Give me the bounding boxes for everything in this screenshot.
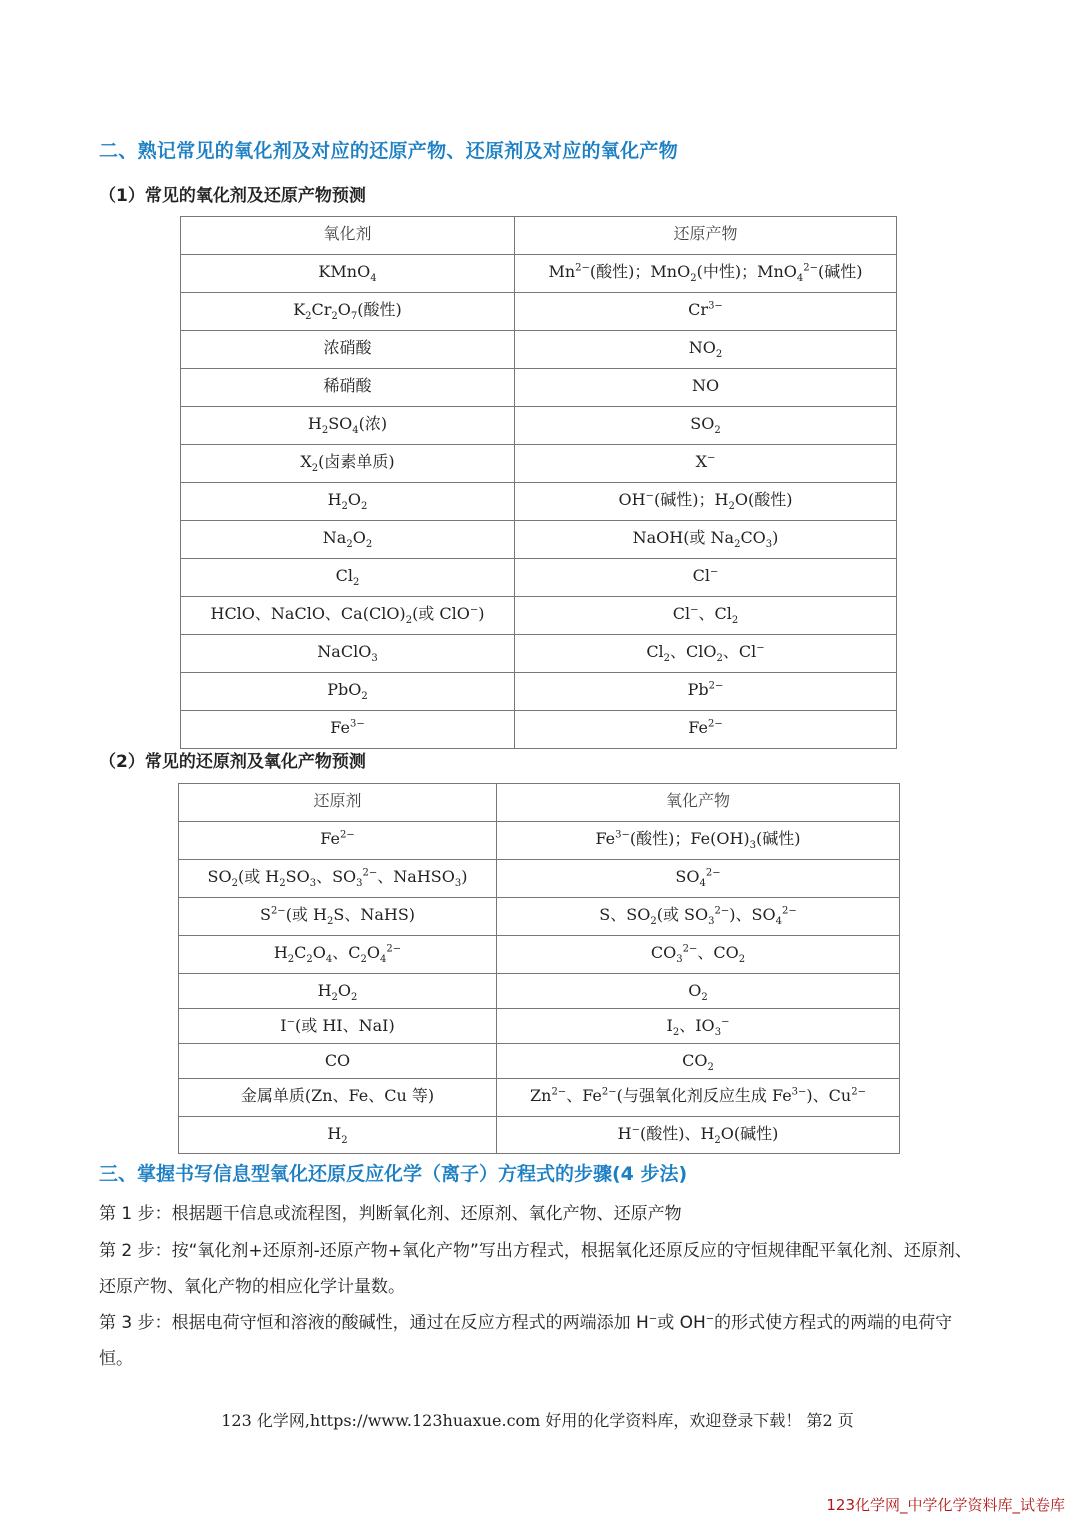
subsection-title-2: （2）常见的还原剂及氧化产物预测 [99, 752, 366, 772]
reductant-row [179, 1117, 900, 1154]
oxidant-header-cell-right: 还原产物 [515, 217, 897, 255]
reductant-cell-left: $Fe^{2-}$ [179, 822, 497, 860]
oxidant-cell-left: $Fe^{3-}$ [181, 711, 515, 749]
oxidant-header-cell-left: 氧化剂 [181, 217, 515, 255]
reductant-cell-left: CO [179, 1044, 497, 1079]
oxidant-cell-right: Cl− [515, 559, 897, 597]
step-1: 第 1 步：根据题干信息或流程图，判断氧化剂、还原剂、氧化产物、还原产物 [99, 1204, 682, 1224]
oxidant-cell-right: $Pb^{2-}$ [515, 673, 897, 711]
reductant-row [179, 822, 900, 860]
oxidant-cell-left: 稀硝酸 [181, 369, 515, 407]
reductant-cell-right: $I_2$、$IO_3^-$ [497, 1009, 900, 1044]
oxidant-cell-left: PbO$_2$ [181, 673, 515, 711]
reductant-header-cell-right: 氧化产物 [497, 784, 900, 822]
oxidant-cell-right: Cl−、$Cl_2$ [515, 597, 897, 635]
oxidant-cell-right: $SO_2$ [515, 407, 897, 445]
section-title-2: 二、熟记常见的氧化剂及对应的还原产物、还原剂及对应的氧化产物 [99, 140, 679, 162]
reductant-cell-left: $H_2O_2$ [179, 974, 497, 1009]
reductant-row [179, 1079, 900, 1117]
oxidant-cell-right: NO [515, 369, 897, 407]
section-title-3: 三、掌握书写信息型氧化还原反应化学（离子）方程式的步骤(4 步法) [99, 1163, 688, 1185]
oxidant-row [181, 711, 897, 749]
oxidant-cell-left: $Cl_2$ [181, 559, 515, 597]
site-watermark: 123化学网_中学化学资料库_试卷库 [826, 1496, 1065, 1514]
oxidant-row [181, 445, 897, 483]
oxidant-cell-right: $Cl_2$、ClO$_2$、Cl− [515, 635, 897, 673]
reductant-cell-right: H−(酸性)、$H_2O$(碱性) [497, 1117, 900, 1154]
reductant-row [179, 974, 900, 1009]
step-2: 第 2 步：按“氧化剂+还原剂-还原产物+氧化产物”写出方程式，根据氧化还原反应的守恒规律配平氧化剂、还原剂、还原产物、氧化产物的相应化学计量数。 [99, 1241, 972, 1297]
reductant-row [179, 898, 900, 936]
reductant-header-row [179, 784, 900, 822]
oxidant-row [181, 559, 897, 597]
reductant-cell-left: 金属单质(Zn、Fe、Cu 等) [179, 1079, 497, 1117]
reductant-cell-right: $Fe^{3-}$(酸性)；$Fe(OH)_3$(碱性) [497, 822, 900, 860]
reductant-cell-right: $CO_3^{2-}$、$CO_2$ [497, 936, 900, 974]
oxidant-cell-left: $X_2$(卤素单质) [181, 445, 515, 483]
reductant-cell-right: S、$SO_2$(或 $SO_3^{2-}$)、$SO_4^{2-}$ [497, 898, 900, 936]
oxidant-cell-left: 浓硝酸 [181, 331, 515, 369]
oxidant-row [181, 635, 897, 673]
oxidant-row [181, 521, 897, 559]
oxidant-cell-right: NaOH(或 $Na_2CO_3$) [515, 521, 897, 559]
reductant-cell-right: $O_2$ [497, 974, 900, 1009]
reductant-row [179, 1009, 900, 1044]
oxidant-cell-left: $H_2O_2$ [181, 483, 515, 521]
oxidant-row [181, 483, 897, 521]
oxidant-cell-right: $Fe^{2-}$ [515, 711, 897, 749]
oxidant-row [181, 673, 897, 711]
page-footer: 123 化学网,https://www.123huaxue.com 好用的化学资料库，欢迎登录下载！ 第2 页 [221, 1411, 854, 1430]
reductant-cell-right: $SO_4^{2-}$ [497, 860, 900, 898]
oxidant-row [181, 255, 897, 293]
oxidant-row [181, 407, 897, 445]
reductant-header-cell-left: 还原剂 [179, 784, 497, 822]
oxidant-cell-left: KMnO$_4$ [181, 255, 515, 293]
reductant-table [178, 783, 900, 1154]
step-3: 第 3 步：根据电荷守恒和溶液的酸碱性，通过在反应方程式的两端添加 H−或 OH−的形式使方程式的两端的电荷守恒。 [99, 1313, 953, 1369]
oxidant-cell-left: $H_2SO_4$(浓) [181, 407, 515, 445]
oxidant-header-row [181, 217, 897, 255]
oxidant-cell-left: NaClO$_3$ [181, 635, 515, 673]
oxidant-cell-right: $NO_2$ [515, 331, 897, 369]
oxidant-row [181, 293, 897, 331]
oxidant-cell-right: X− [515, 445, 897, 483]
reductant-cell-right: $Zn^{2-}$、$Fe^{2-}$(与强氧化剂反应生成 $Fe^{3-}$)、$Cu^{2-}$ [497, 1079, 900, 1117]
reductant-row [179, 1044, 900, 1079]
oxidant-cell-right: $Cr^{3-}$ [515, 293, 897, 331]
reductant-cell-left: I−(或 HI、NaI) [179, 1009, 497, 1044]
oxidant-cell-right: OH−(碱性)；$H_2O$(酸性) [515, 483, 897, 521]
reductant-cell-right: $CO_2$ [497, 1044, 900, 1079]
oxidant-row [181, 331, 897, 369]
reductant-cell-left: $SO_2$(或 $H_2SO_3$、$SO_3^{2-}$、NaHSO$_3$) [179, 860, 497, 898]
reductant-row [179, 860, 900, 898]
reductant-cell-left: $H_2C_2O_4$、$C_2O_4^{2-}$ [179, 936, 497, 974]
oxidant-cell-left: HClO、NaClO、$Ca(ClO)_2$(或 ClO−) [181, 597, 515, 635]
reductant-cell-left: $S^{2-}$(或 $H_2S$、NaHS) [179, 898, 497, 936]
reductant-row [179, 936, 900, 974]
subsection-title-1: （1）常见的氧化剂及还原产物预测 [99, 186, 366, 206]
oxidant-cell-right: $Mn^{2-}$(酸性)；MnO$_2$(中性)；MnO$_4^{2-}$(碱性) [515, 255, 897, 293]
oxidant-cell-left: $K_2Cr_2O_7$(酸性) [181, 293, 515, 331]
reductant-cell-left: $H_2$ [179, 1117, 497, 1154]
oxidant-row [181, 597, 897, 635]
oxidant-row [181, 369, 897, 407]
oxidant-table [180, 216, 897, 749]
oxidant-cell-left: $Na_2O_2$ [181, 521, 515, 559]
